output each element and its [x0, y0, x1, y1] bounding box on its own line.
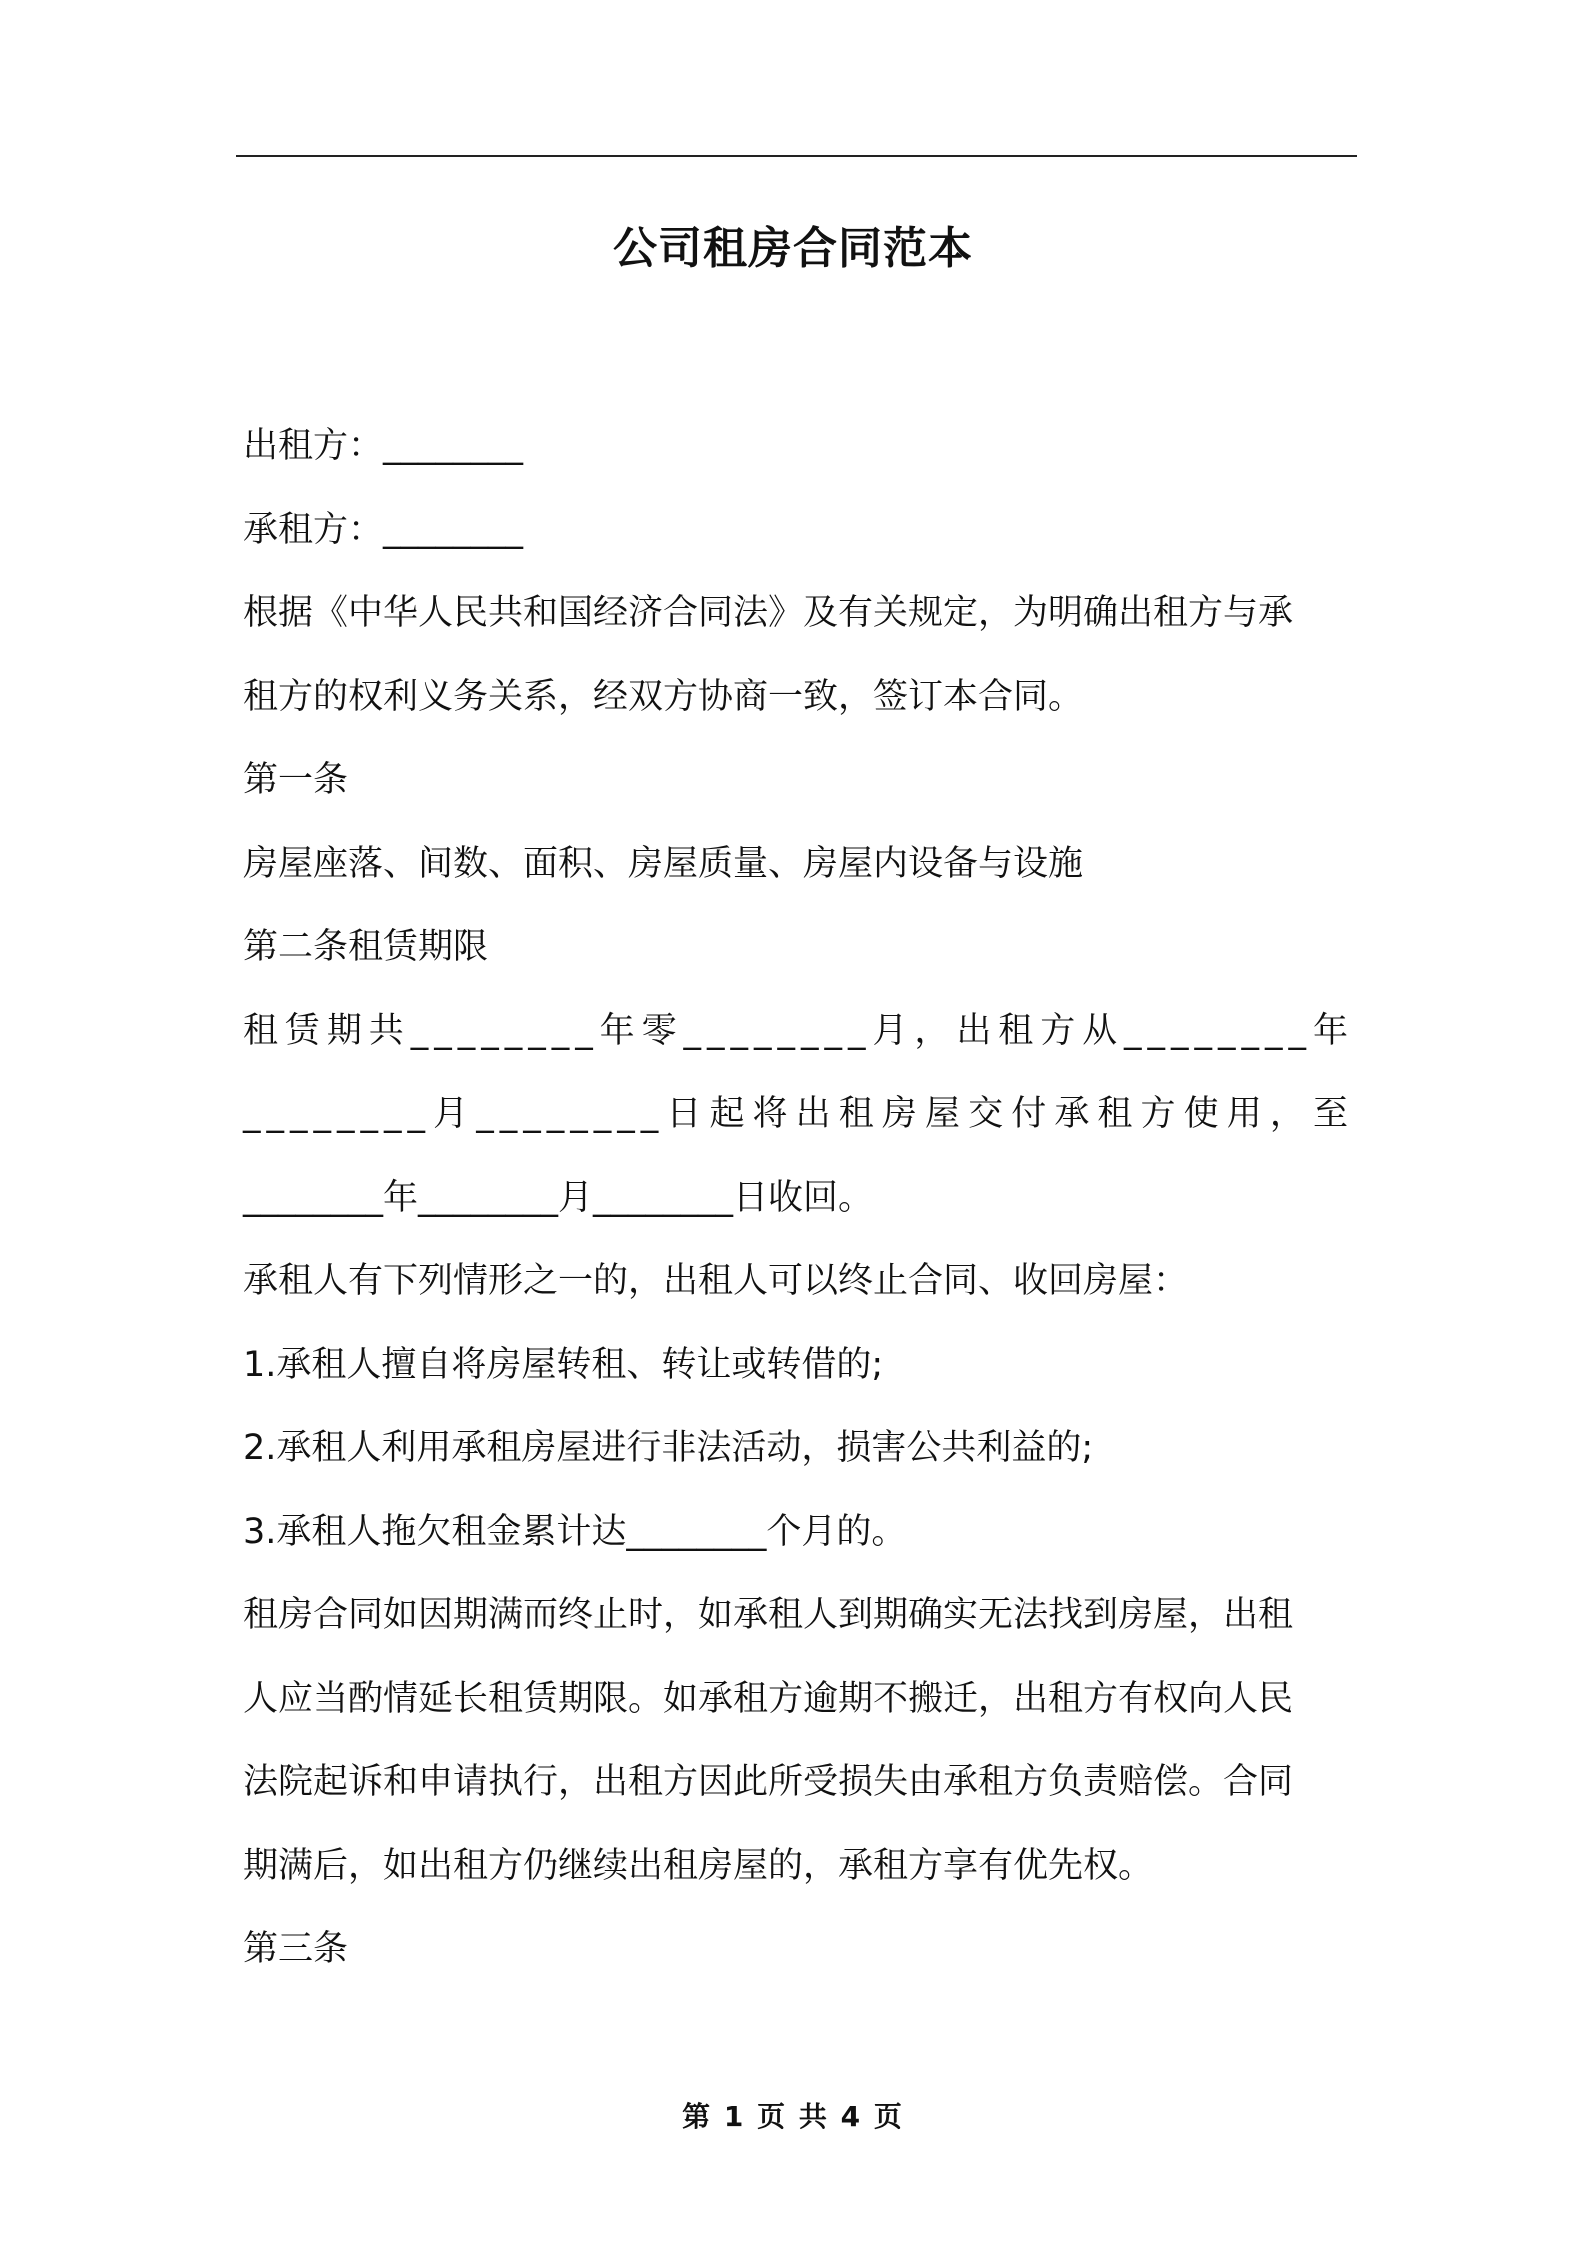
document-body — [243, 405, 1354, 1992]
lease-term-line-3: ________年________月________日收回。 — [243, 1177, 874, 1218]
termination-intro: 承租人有下列情形之一的，出租人可以终止合同、收回房屋： — [243, 1261, 1189, 1301]
preamble-line-2: 租方的权利义务关系，经双方协商一致，签订本合同。 — [243, 676, 1084, 717]
lease-term-line-1: 租赁期共________年零________月，出租方从________年 — [243, 1010, 1354, 1051]
lessor-line: 出租方：________ — [243, 426, 524, 466]
article-1-heading: 第一条 — [243, 760, 349, 800]
lessee-line: 承租方：________ — [243, 509, 524, 550]
article-3-heading: 第三条 — [243, 1929, 349, 1969]
document-title: 公司租房合同范本 — [613, 223, 973, 274]
termination-item-2: 2.承租人利用承租房屋进行非法活动，损害公共利益的; — [243, 1428, 1094, 1468]
header-rule — [236, 155, 1357, 157]
expiry-line-1: 租房合同如因期满而终止时，如承租人到期确实无法找到房屋，出租 — [243, 1595, 1294, 1635]
expiry-line-4: 期满后，如出租方仍继续出租房屋的，承租方享有优先权。 — [243, 1845, 1154, 1886]
expiry-line-3: 法院起诉和申请执行，出租方因此所受损失由承租方负责赔偿。合同 — [243, 1762, 1294, 1802]
termination-item-1: 1.承租人擅自将房屋转租、转让或转借的; — [243, 1344, 884, 1385]
expiry-line-2: 人应当酌情延长租赁期限。如承租方逾期不搬迁，出租方有权向人民 — [243, 1678, 1294, 1719]
termination-item-3: 3.承租人拖欠租金累计达________个月的。 — [243, 1511, 907, 1552]
preamble-line-1: 根据《中华人民共和国经济合同法》及有关规定，为明确出租方与承 — [243, 593, 1294, 633]
lease-term-line-2: ________月________日起将出租房屋交付承租方使用，至 — [243, 1094, 1354, 1134]
article-2-heading: 第二条租赁期限 — [243, 927, 489, 967]
page-footer: 第 1 页 共 4 页 — [682, 2100, 904, 2133]
article-1-text: 房屋座落、间数、面积、房屋质量、房屋内设备与设施 — [243, 843, 1084, 884]
